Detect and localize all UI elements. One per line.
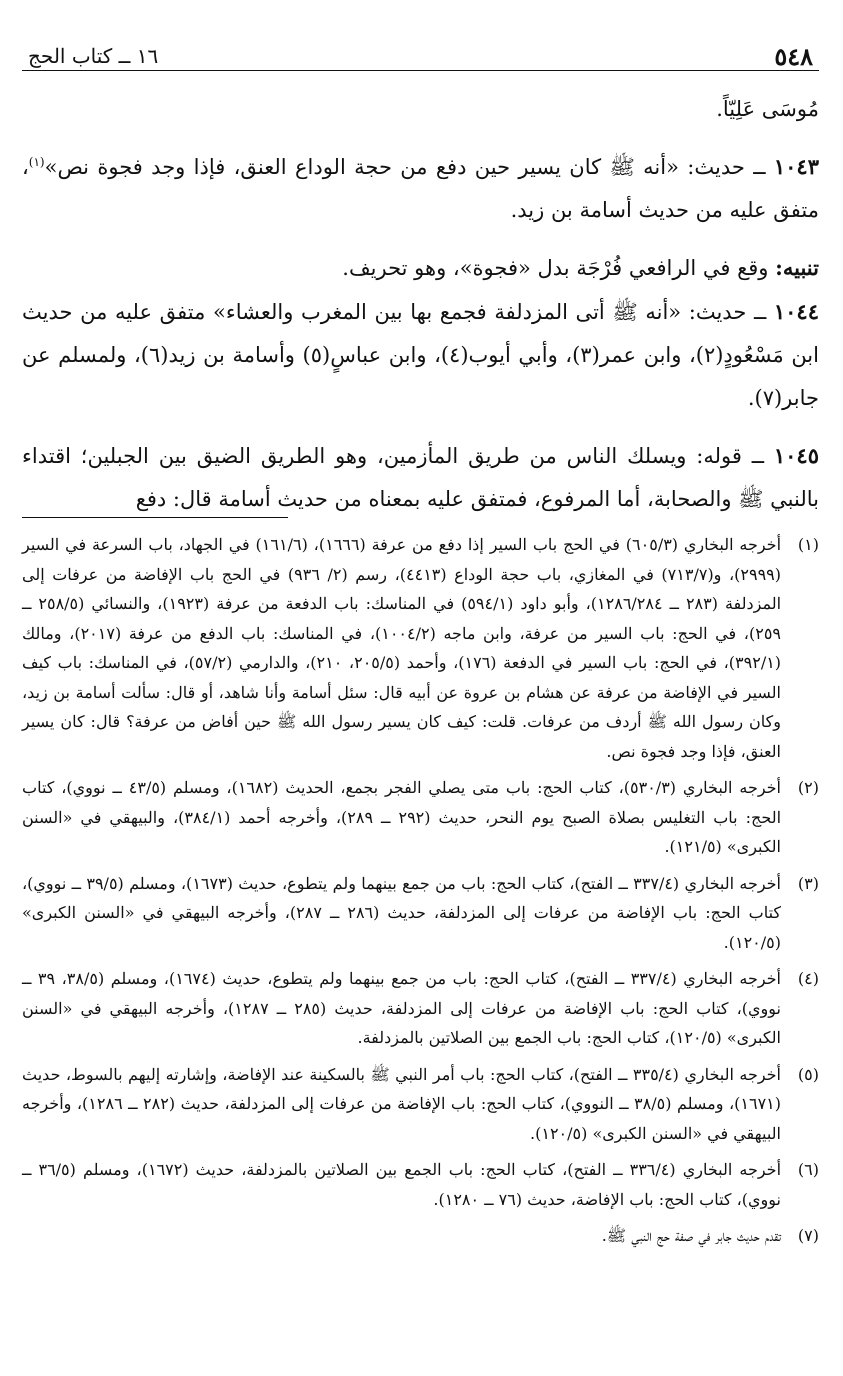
footnote-label: (٢): [797, 778, 819, 797]
hadith-number: ١٠٤٤: [773, 299, 819, 324]
footnote-5: [22, 1060, 819, 1149]
page-header: [22, 38, 819, 72]
main-text: [22, 88, 819, 521]
paragraph-continuation: [22, 88, 819, 131]
footnote-label: (٦): [797, 1160, 819, 1179]
hadith-1044: [22, 290, 819, 420]
footnote-text: أخرجه البخاري (٣٣٦/٤ ــ الفتح)، كتاب الحج: باب الجمع بين الصلاتين بالمزدلفة، حديث (١٦٧٢)، ومسلم (٣٦/٥ ــ نووي)، كتاب الحج: باب الإفاضة، حديث (٧٦ ــ ١٢٨٠).: [22, 1160, 782, 1209]
hadith-number: ١٠٤٥: [773, 443, 819, 468]
paragraph-text: مُوسَى عَلِيّاً.: [716, 97, 819, 121]
hadith-1043: [22, 145, 819, 232]
footnote-6: [22, 1155, 819, 1214]
footnote-7: [22, 1221, 819, 1251]
footnote-text: أخرجه البخاري (٣٣٥/٤ ــ الفتح)، كتاب الحج: باب أمر النبي ﷺ بالسكينة عند الإفاضة، وإشارته إليهم بالسوط، حديث (١٦٧١)، ومسلم (٣٨/٥ ــ النووي)، كتاب الحج: باب الإفاضة من عرفات إلى المزدلفة، حديث (٢٨٢ ــ ١٢٨٦)، وأخرجه البيهقي في «السنن الكبرى» (١٢٠/٥).: [22, 1064, 782, 1143]
footnote-ref[interactable]: (١): [28, 155, 45, 169]
footnote-text: أخرجه البخاري (٥٣٠/٣)، كتاب الحج: باب متى يصلي الفجر بجمع، الحديث (١٦٨٢)، ومسلم (٤٣/٥ ــ نووي)، كتاب الحج: باب التغليس بصلاة الصبح يوم النحر، حديث (٢٩٢ ــ ٢٨٩)، وأخرجه أحمد (٣٨٤/١)، والبيهقي في «السنن الكبرى» (١٢١/٥).: [22, 778, 782, 856]
hadith-text: ــ حديث: «أنه ﷺ أتى المزدلفة فجمع بها بين المغرب والعشاء» متفق عليه من حديث ابن مَسْعُودٍ(٢)، وابن عمر(٣)، وأبي أيوب(٤)، وابن عباسٍ(٥) وأسامة بن زيد(٦)، ولمسلم عن جابر(٧).: [22, 300, 819, 410]
footnote-label: (٥): [797, 1064, 819, 1084]
hadith-number: ١٠٤٣: [773, 154, 819, 179]
hadith-1045: [22, 434, 819, 521]
footnote-text: أخرجه البخاري (٣٣٧/٤ ــ الفتح)، كتاب الحج: باب من جمع بينهما ولم يتطوع، حديث (١٦٧٤)، ومسلم (٣٨/٥، ٣٩ ــ نووي)، كتاب الحج: باب الإفاضة من عرفات إلى المزدلفة، حديث (٢٨٥ ــ ١٢٨٧)، وأخرجه البيهقي في «السنن الكبرى» (١٢٠/٥)، كتاب الحج: باب الجمع بين الصلاتين بالمزدلفة.: [22, 969, 782, 1047]
footnote-2: [22, 773, 819, 862]
note-paragraph: [22, 246, 819, 290]
footnotes: [22, 530, 819, 1258]
header-rule: [22, 70, 819, 71]
running-title: ١٦ ــ كتاب الحج: [28, 44, 159, 68]
footnote-3: [22, 869, 819, 958]
footnote-text: أخرجه البخاري (٦٠٥/٣) في الحج باب السير إذا دفع من عرفة (١٦٦٦)، (١٦١/٦) في الجهاد، باب السرعة في السير (٢٩٩٩)، و(٧١٣/٧) في المغازي، باب حجة الوداع (٤٤١٣)، رسم (٢/ ٩٣٦) في الحج باب الإفاضة من عرفات إلى المزدلفة (٢٨٣ ــ ١٢٨٦/٢٨٤)، وأبو داود (٥٩٤/١) في المناسك: باب الدفعة من عرفة (١٩٢٣)، والنسائي (٢٥٨/٥ ــ ٢٥٩)، في الحج: باب السير من عرفة، وابن ماجه (١٠٠٤/٢)، في المناسك: باب الدفع من عرفة (٢٠١٧)، ومالك (٣٩٢/١)، في الحج: باب السير في الدفعة (١٧٦)، وأحمد (٢٠٥/٥، ٢١٠)، والدارمي (٥٧/٢)، في المناسك: باب كيف السير في الإفاضة من عرفة عن هشام بن عروة عن أبيه قال: سئل أسامة وأنا شاهد، أو قال: سألت أسامة بن زيد، وكان رسول الله ﷺ أردف من عرفات. قلت: كيف كان يسير رسول الله ﷺ حين أفاض من عرفة؟ قال: كان يسير العنق، فإذا وجد فجوة نص.: [22, 535, 782, 761]
page-number: ٥٤٨: [774, 42, 813, 71]
footnote-1: [22, 530, 819, 766]
note-label: تنبيه:: [775, 255, 819, 280]
hadith-text-continued: ، متفق عليه من حديث أسامة بن زيد.: [22, 155, 819, 222]
footnote-label: (٤): [797, 969, 819, 988]
footnote-label: (١): [797, 535, 819, 554]
footnote-label: (٣): [797, 873, 819, 893]
hadith-text: ــ حديث: «أنه ﷺ كان يسير حين دفع من حجة الوداع العنق، فإذا وجد فجوة نص»: [44, 155, 774, 179]
footnote-separator: [22, 517, 288, 518]
footnote-text: أخرجه البخاري (٣٣٧/٤ ــ الفتح)، كتاب الحج: باب من جمع بينهما ولم يتطوع، حديث (١٦٧٣)، ومسلم (٣٩/٥ ــ نووي)، كتاب الحج: باب الإفاضة من عرفات إلى المزدلفة، حديث (٢٨٦ ــ ٢٨٧)، وأخرجه البيهقي في «السنن الكبرى» (١٢٠/٥).: [22, 873, 782, 952]
footnote-label: (٧): [797, 1226, 819, 1245]
footnote-4: [22, 964, 819, 1053]
footnote-text: تقدم حديث جابر في صفة حج النبي ﷺ.: [601, 1226, 781, 1245]
book-page: [22, 0, 819, 1376]
hadith-text: ــ قوله: ويسلك الناس من طريق المأزمين، وهو الطريق الضيق بين الجبلين؛ اقتداء بالنبي ﷺ والصحابة، أما المرفوع، فمتفق عليه بمعناه من حديث أسامة قال: دفع: [22, 444, 819, 511]
note-text: وقع في الرافعي فُرْجَة بدل «فجوة»، وهو تحريف.: [342, 256, 776, 280]
